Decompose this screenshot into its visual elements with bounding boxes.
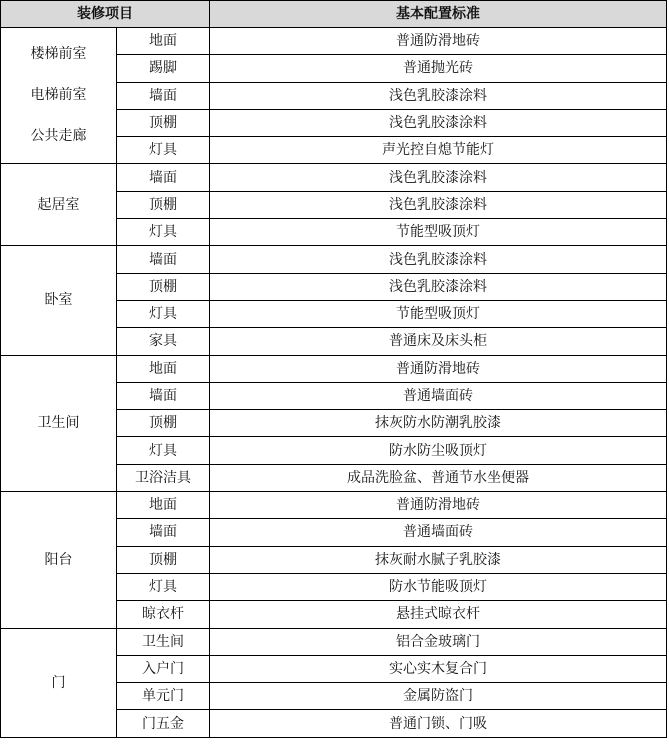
standard-cell: 浅色乳胶漆涂料 <box>210 191 667 218</box>
item-cell: 卫生间 <box>117 628 210 655</box>
standard-cell: 普通门锁、门吸 <box>210 710 667 737</box>
group-name: 公共走廊 <box>30 128 87 145</box>
item-cell: 单元门 <box>117 683 210 710</box>
standard-cell: 普通抛光砖 <box>210 55 667 82</box>
item-cell: 墙面 <box>117 519 210 546</box>
standard-cell: 防水节能吸顶灯 <box>210 573 667 600</box>
standard-cell: 抹灰耐水腻子乳胶漆 <box>210 546 667 573</box>
table-row <box>1 246 667 273</box>
standard-cell: 普通墙面砖 <box>210 382 667 409</box>
standard-cell: 浅色乳胶漆涂料 <box>210 164 667 191</box>
item-cell: 顶棚 <box>117 410 210 437</box>
table-row <box>1 492 667 519</box>
standard-cell: 悬挂式晾衣杆 <box>210 601 667 628</box>
standard-cell: 声光控自熄节能灯 <box>210 137 667 164</box>
standard-cell: 抹灰防水防潮乳胶漆 <box>210 410 667 437</box>
header-standard: 基本配置标准 <box>210 1 667 28</box>
table-header-row <box>1 1 667 28</box>
standard-cell: 浅色乳胶漆涂料 <box>210 273 667 300</box>
item-cell: 晾衣杆 <box>117 601 210 628</box>
item-cell: 地面 <box>117 492 210 519</box>
standard-cell: 铝合金玻璃门 <box>210 628 667 655</box>
item-cell: 地面 <box>117 28 210 55</box>
header-project: 装修项目 <box>1 1 210 28</box>
standard-cell: 普通床及床头柜 <box>210 328 667 355</box>
item-cell: 灯具 <box>117 137 210 164</box>
item-cell: 顶棚 <box>117 546 210 573</box>
standard-cell: 浅色乳胶漆涂料 <box>210 109 667 136</box>
item-cell: 顶棚 <box>117 273 210 300</box>
item-cell: 门五金 <box>117 710 210 737</box>
item-cell: 顶棚 <box>117 191 210 218</box>
item-cell: 顶棚 <box>117 109 210 136</box>
group-name: 阳台 <box>1 492 117 628</box>
item-cell: 家具 <box>117 328 210 355</box>
standard-cell: 节能型吸顶灯 <box>210 300 667 327</box>
group-name: 卫生间 <box>1 355 117 491</box>
table-row <box>1 164 667 191</box>
standard-cell: 防水防尘吸顶灯 <box>210 437 667 464</box>
standard-cell: 普通墙面砖 <box>210 519 667 546</box>
table-row <box>1 28 667 55</box>
table-row <box>1 628 667 655</box>
item-cell: 入户门 <box>117 655 210 682</box>
standard-cell: 浅色乳胶漆涂料 <box>210 246 667 273</box>
standard-cell: 成品洗脸盆、普通节水坐便器 <box>210 464 667 491</box>
item-cell: 墙面 <box>117 246 210 273</box>
item-cell: 墙面 <box>117 82 210 109</box>
group-name: 门 <box>1 628 117 737</box>
standard-cell: 普通防滑地砖 <box>210 492 667 519</box>
standard-cell: 实心实木复合门 <box>210 655 667 682</box>
item-cell: 灯具 <box>117 300 210 327</box>
group-name-cell <box>1 28 117 164</box>
item-cell: 墙面 <box>117 382 210 409</box>
standard-cell: 浅色乳胶漆涂料 <box>210 82 667 109</box>
group-name: 卧室 <box>1 246 117 355</box>
item-cell: 墙面 <box>117 164 210 191</box>
item-cell: 卫浴洁具 <box>117 464 210 491</box>
group-name: 楼梯前室 <box>30 46 87 63</box>
standard-cell: 普通防滑地砖 <box>210 355 667 382</box>
standard-cell: 金属防盗门 <box>210 683 667 710</box>
item-cell: 灯具 <box>117 219 210 246</box>
item-cell: 灯具 <box>117 437 210 464</box>
table-row <box>1 355 667 382</box>
item-cell: 地面 <box>117 355 210 382</box>
standard-cell: 节能型吸顶灯 <box>210 219 667 246</box>
standard-cell: 普通防滑地砖 <box>210 28 667 55</box>
group-name: 起居室 <box>1 164 117 246</box>
group-name: 电梯前室 <box>30 87 87 104</box>
item-cell: 灯具 <box>117 573 210 600</box>
item-cell: 踢脚 <box>117 55 210 82</box>
